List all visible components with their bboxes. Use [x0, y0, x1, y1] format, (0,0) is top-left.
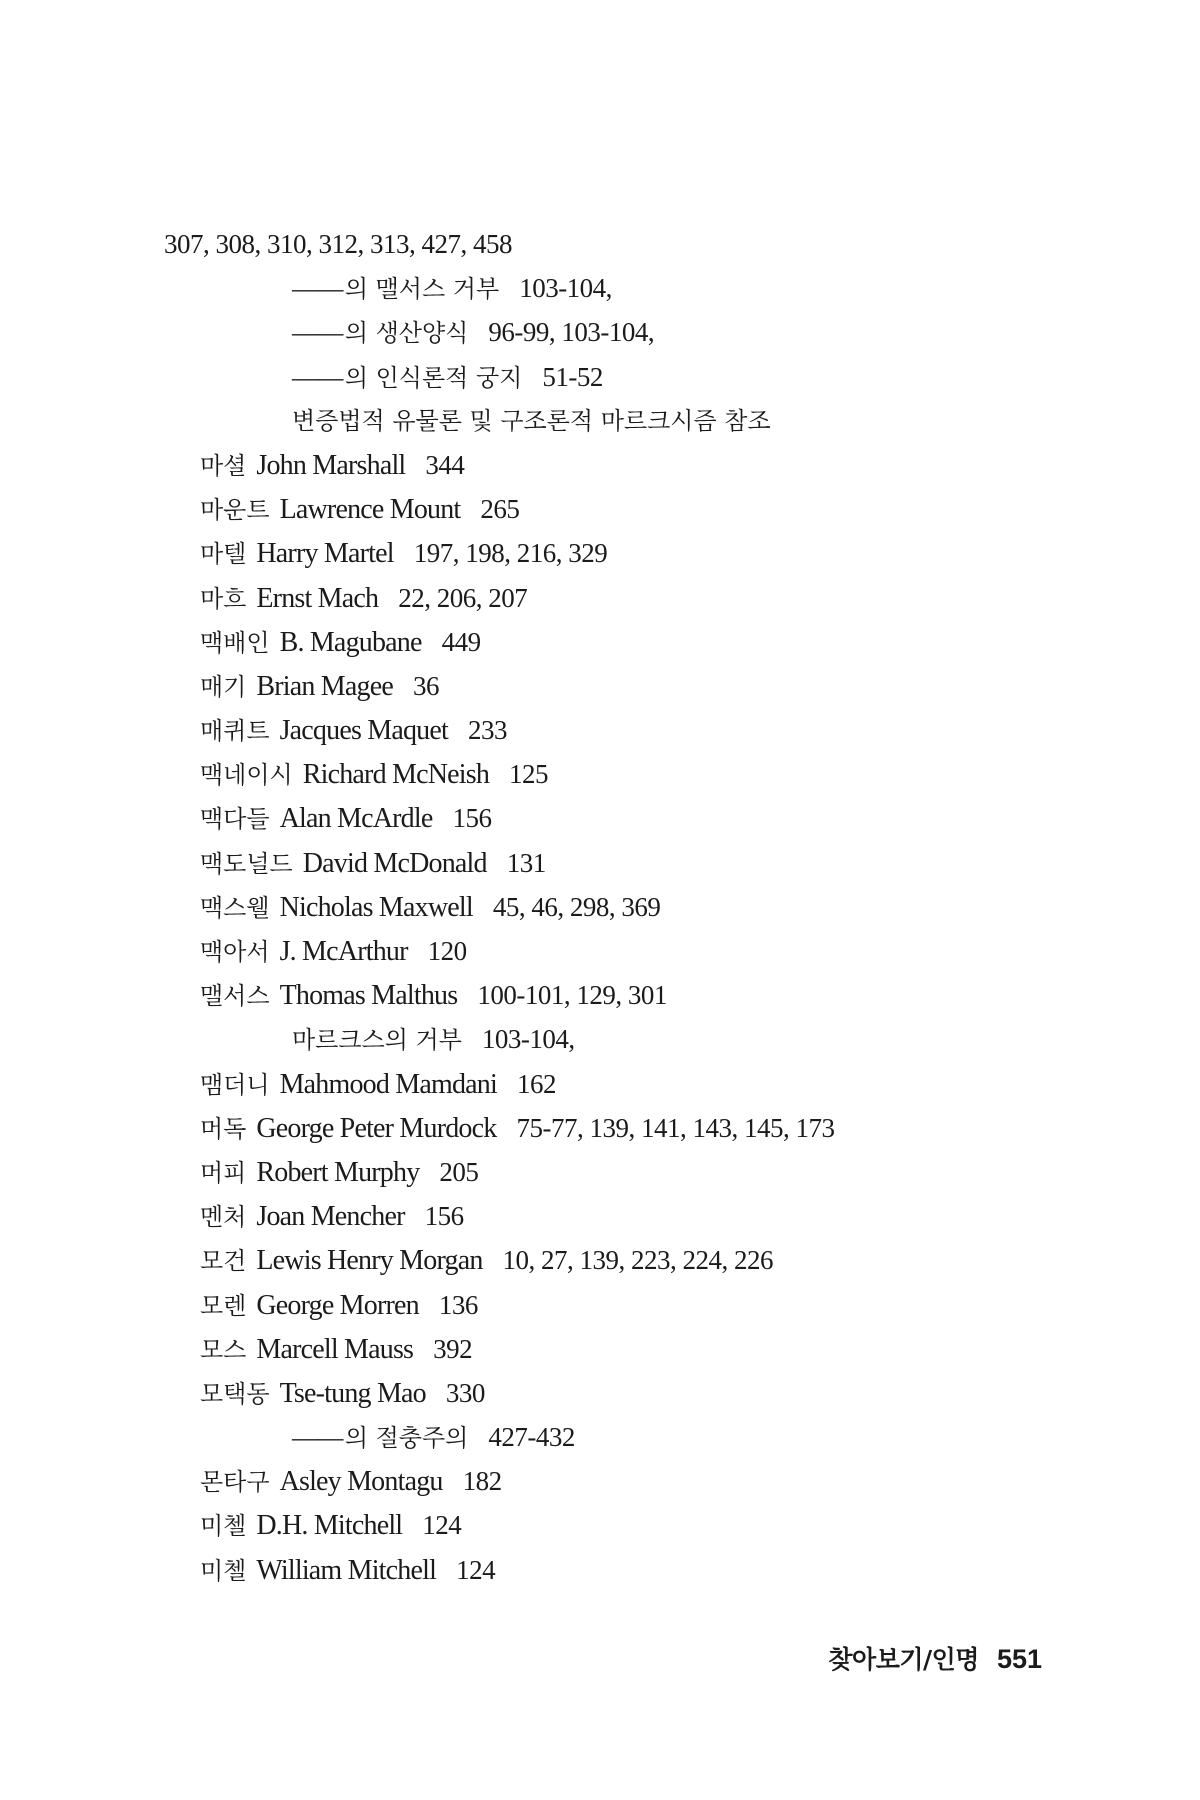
- english-name: Jacques Maquet: [279, 715, 448, 747]
- english-name: D.H. Mitchell: [256, 1510, 403, 1542]
- page-numbers: 427-432: [488, 1422, 575, 1453]
- subentry-dash: ——: [292, 1423, 343, 1453]
- english-name: John Marshall: [256, 449, 406, 481]
- index-entry: [0, 1327, 1200, 1371]
- subentry-text: 의 생산양식: [344, 319, 469, 348]
- korean-name: 미첼: [200, 1556, 247, 1585]
- korean-name: 맥도널드: [200, 849, 293, 878]
- english-name: B. Magubane: [279, 626, 422, 658]
- index-entry: [0, 1106, 1200, 1150]
- korean-name: 모택동: [200, 1379, 270, 1408]
- korean-name: 맥다들: [200, 805, 270, 834]
- english-name: David McDonald: [302, 847, 487, 879]
- english-name: Alan McArdle: [279, 803, 433, 835]
- english-name: Robert Murphy: [256, 1156, 420, 1188]
- index-entry: [0, 1194, 1200, 1238]
- running-footer-title: 찾아보기/인명: [828, 1645, 979, 1674]
- subentry-text: 의 맬서스 거부: [344, 275, 500, 304]
- index-entry: [0, 841, 1200, 885]
- index-entry: [0, 1548, 1200, 1592]
- index-entry: [0, 796, 1200, 840]
- english-name: Marcell Mauss: [256, 1333, 414, 1365]
- page-numbers: 10, 27, 139, 223, 224, 226: [502, 1245, 774, 1276]
- subentry-dash: ——: [292, 362, 343, 392]
- subentry-line: [0, 1415, 1200, 1459]
- page-numbers: 100-101, 129, 301: [477, 980, 667, 1011]
- english-name: Richard McNeish: [302, 759, 490, 791]
- english-name: Brian Magee: [256, 670, 393, 702]
- korean-name: 매기: [200, 672, 247, 701]
- index-entry: [0, 1150, 1200, 1194]
- page-numbers: 124: [422, 1510, 462, 1541]
- index-entry: [0, 576, 1200, 620]
- page-numbers: 449: [441, 626, 481, 657]
- subentry-line: [0, 266, 1200, 310]
- subentry-text: 마르크스의 거부: [292, 1026, 462, 1055]
- subentry-text: 의 인식론적 궁지: [344, 363, 523, 392]
- index-entry: [0, 1371, 1200, 1415]
- english-name: William Mitchell: [256, 1554, 437, 1586]
- korean-name: 맥네이시: [200, 761, 293, 790]
- subentry-line: [0, 355, 1200, 399]
- english-name: Ernst Mach: [256, 582, 379, 614]
- index-entry: [0, 752, 1200, 796]
- english-name: Thomas Malthus: [279, 980, 458, 1012]
- page-numbers: 96-99, 103-104,: [488, 317, 655, 348]
- korean-name: 몬타구: [200, 1468, 270, 1497]
- page-numbers: 75-77, 139, 141, 143, 145, 173: [516, 1112, 835, 1143]
- korean-name: 마흐: [200, 584, 247, 613]
- english-name: Mahmood Mamdani: [279, 1068, 497, 1100]
- page-numbers: 330: [445, 1377, 485, 1408]
- korean-name: 매퀴트: [200, 717, 270, 746]
- index-entry: [0, 929, 1200, 973]
- korean-name: 모렌: [200, 1291, 247, 1320]
- korean-name: 미첼: [200, 1512, 247, 1541]
- english-name: Tse-tung Mao: [279, 1377, 426, 1409]
- index-entry: [0, 531, 1200, 575]
- index-entry: [0, 708, 1200, 752]
- korean-name: 모스: [200, 1335, 247, 1364]
- index-entry: [0, 1283, 1200, 1327]
- english-name: George Peter Murdock: [256, 1112, 497, 1144]
- page-numbers: 131: [506, 847, 546, 878]
- page-numbers: 205: [439, 1156, 479, 1187]
- index-entry: [0, 1238, 1200, 1282]
- page-numbers: 36: [412, 670, 439, 701]
- page-numbers: 103-104,: [481, 1024, 575, 1055]
- see-also-note: [0, 399, 1200, 443]
- korean-name: 마운트: [200, 496, 270, 525]
- subentry-text: 의 절충주의: [344, 1424, 469, 1453]
- korean-name: 맥아서: [200, 938, 270, 966]
- page-numbers: 265: [480, 494, 520, 525]
- page-numbers: 124: [456, 1554, 496, 1585]
- index-entry: [0, 664, 1200, 708]
- page-numbers: 233: [467, 715, 507, 746]
- korean-name: 마텔: [200, 540, 247, 569]
- index-entry: [0, 973, 1200, 1017]
- korean-name: 머독: [200, 1114, 247, 1143]
- korean-name: 맥스웰: [200, 893, 270, 922]
- page-numbers: 156: [452, 803, 492, 834]
- see-also-text: 변증법적 유물론 및 구조론적 마르크시즘 참조: [292, 406, 771, 435]
- subentry-dash: ——: [292, 274, 343, 304]
- english-name: Joan Mencher: [256, 1201, 405, 1233]
- english-name: Harry Martel: [256, 538, 394, 570]
- korean-name: 맬서스: [200, 982, 270, 1011]
- page-numbers: 182: [462, 1466, 502, 1497]
- korean-name: 맥배인: [200, 628, 270, 657]
- page-numbers: 103-104,: [519, 273, 612, 304]
- index-list: [0, 222, 1200, 1592]
- subentry-line: [0, 310, 1200, 354]
- page-number: 551: [996, 1644, 1042, 1674]
- index-entry: [0, 620, 1200, 664]
- index-entry: [0, 1459, 1200, 1503]
- page-numbers: 120: [427, 936, 467, 966]
- page-numbers: 51-52: [542, 361, 603, 392]
- page-numbers: 45, 46, 298, 369: [492, 891, 661, 922]
- korean-name: 맴더니: [200, 1070, 270, 1099]
- index-entry: [0, 487, 1200, 531]
- page-numbers: 344: [425, 449, 465, 480]
- english-name: Lawrence Mount: [279, 494, 461, 526]
- index-entry: [0, 1503, 1200, 1547]
- english-name: Lewis Henry Morgan: [256, 1245, 483, 1277]
- page-numbers: 136: [438, 1289, 478, 1320]
- index-entry: [0, 1062, 1200, 1106]
- page-numbers: 162: [516, 1068, 556, 1099]
- subentry-line: [0, 1017, 1200, 1061]
- page-numbers: 22, 206, 207: [398, 582, 528, 613]
- english-name: Asley Montagu: [279, 1466, 443, 1498]
- english-name: Nicholas Maxwell: [279, 891, 473, 923]
- korean-name: 멘처: [200, 1203, 247, 1232]
- index-entry: [0, 443, 1200, 487]
- korean-name: 머피: [200, 1158, 247, 1187]
- english-name: George Morren: [256, 1289, 419, 1321]
- index-entry: [0, 885, 1200, 929]
- page-numbers: 125: [509, 759, 549, 790]
- subentry-dash: ——: [292, 318, 343, 348]
- page-footer: [0, 1640, 1042, 1676]
- page-numbers: 156: [424, 1201, 464, 1232]
- english-name: J. McArthur: [279, 936, 408, 967]
- page-numbers: 197, 198, 216, 329: [413, 538, 608, 569]
- page-numbers: 307, 308, 310, 312, 313, 427, 458: [164, 229, 512, 259]
- page-numbers: 392: [433, 1333, 473, 1364]
- korean-name: 모건: [200, 1247, 247, 1276]
- continued-pages-line: [0, 222, 1200, 266]
- korean-name: 마셜: [200, 451, 247, 480]
